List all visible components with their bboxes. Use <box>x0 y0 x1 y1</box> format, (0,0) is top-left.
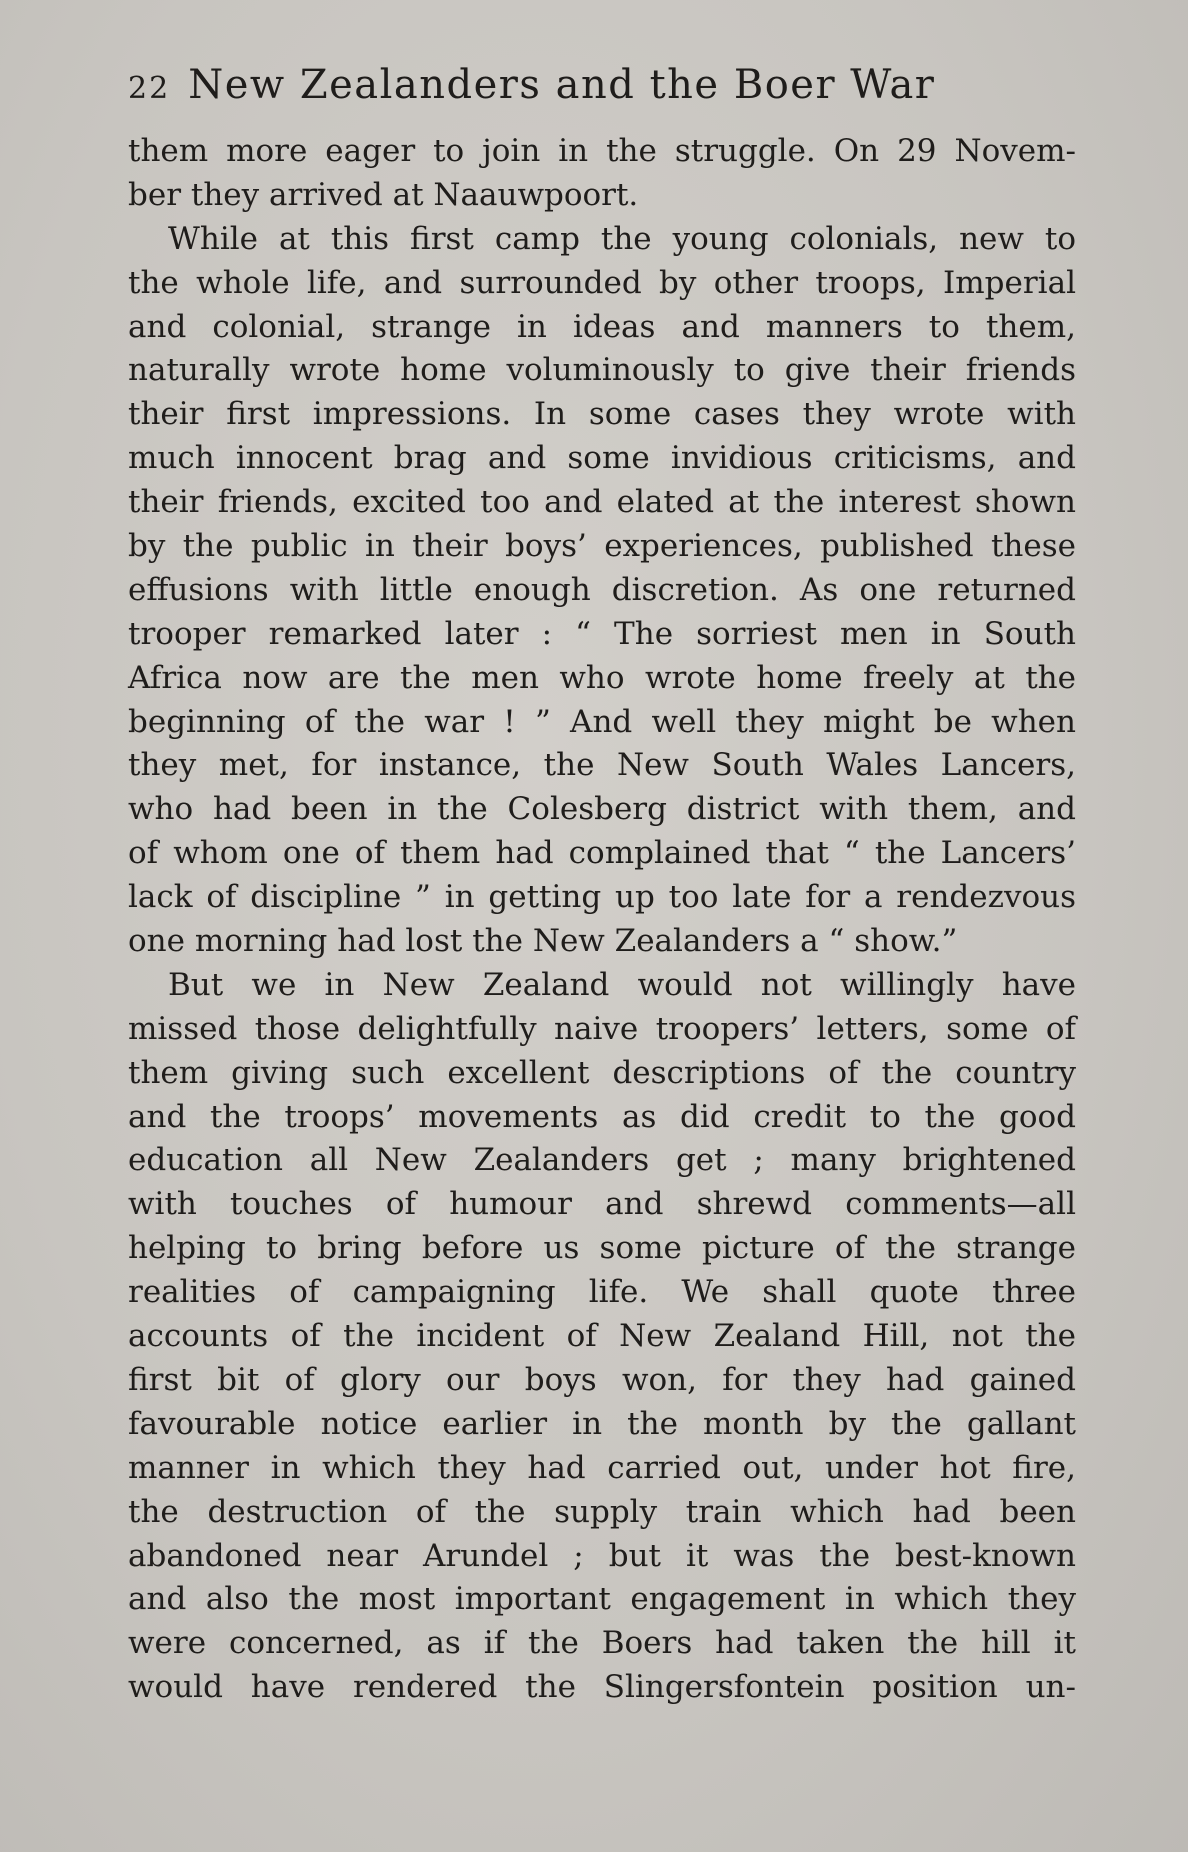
text-line: abandoned near Arundel ; but it was the best-known <box>128 1537 1076 1574</box>
text-line: But we in New Zealand would not willingly have <box>168 966 1076 1003</box>
text-line: one morning had lost the New Zealanders a “ show.” <box>128 923 958 960</box>
text-line: who had been in the Colesberg district with them, and <box>128 791 1076 828</box>
text-line: lack of discipline ” in getting up too late for a rendezvous <box>128 879 1076 916</box>
text-line: with touches of humour and shrewd comments—all <box>128 1186 1076 1223</box>
text-line: the whole life, and surrounded by other troops, Imperial <box>128 264 1076 301</box>
text-line: ber they arrived at Naauwpoort. <box>128 176 639 213</box>
text-line: accounts of the incident of New Zealand Hill, not the <box>128 1318 1076 1355</box>
text-line: effusions with little enough discretion. As one returned <box>128 571 1076 608</box>
running-title: New Zealanders and the Boer War <box>188 62 936 108</box>
text-line: helping to bring before us some picture of the strange <box>128 1230 1076 1267</box>
text-line: beginning of the war ! ” And well they might be when <box>128 703 1076 740</box>
text-line: much innocent brag and some invidious criticisms, and <box>128 440 1076 477</box>
text-line: first bit of glory our boys won, for they had gained <box>128 1361 1076 1398</box>
text-line: manner in which they had carried out, under hot fire, <box>128 1449 1076 1486</box>
text-line: and also the most important engagement in which they <box>128 1581 1076 1618</box>
text-line: them giving such excellent descriptions of the country <box>128 1054 1076 1091</box>
text-line: by the public in their boys’ experiences, published these <box>128 528 1076 565</box>
text-line: them more eager to join in the struggle. On 29 Novem- <box>128 133 1076 169</box>
text-line: favourable notice earlier in the month by the gallant <box>128 1405 1076 1442</box>
text-line: missed those delightfully naive troopers’ letters, some of <box>128 1010 1076 1047</box>
text-line: they met, for instance, the New South Wales Lancers, <box>128 747 1076 784</box>
text-line: Africa now are the men who wrote home freely at the <box>128 659 1076 696</box>
text-line: their friends, excited too and elated at the interest shown <box>128 484 1076 521</box>
text-line: would have rendered the Slingersfontein position un- <box>128 1669 1076 1706</box>
text-line: their first impressions. In some cases they wrote with <box>128 396 1076 433</box>
text-line: naturally wrote home voluminously to give their friends <box>128 352 1076 389</box>
text-line: and colonial, strange in ideas and manners to them, <box>128 308 1076 345</box>
running-head <box>128 62 1078 118</box>
text-line: realities of campaigning life. We shall quote three <box>128 1274 1076 1311</box>
text-line: trooper remarked later : “ The sorriest men in South <box>128 615 1076 652</box>
text-line: were concerned, as if the Boers had taken the hill it <box>128 1625 1076 1662</box>
text-line: While at this first camp the young colonials, new to <box>168 220 1076 257</box>
body-text <box>128 130 1076 1710</box>
text-line: and the troops’ movements as did credit to the good <box>128 1098 1076 1135</box>
text-line: of whom one of them had complained that “ the Lancers’ <box>128 835 1076 872</box>
text-line: the destruction of the supply train which had been <box>128 1493 1076 1530</box>
text-line: education all New Zealanders get ; many brightened <box>128 1142 1076 1179</box>
page-number: 22 <box>128 71 171 106</box>
